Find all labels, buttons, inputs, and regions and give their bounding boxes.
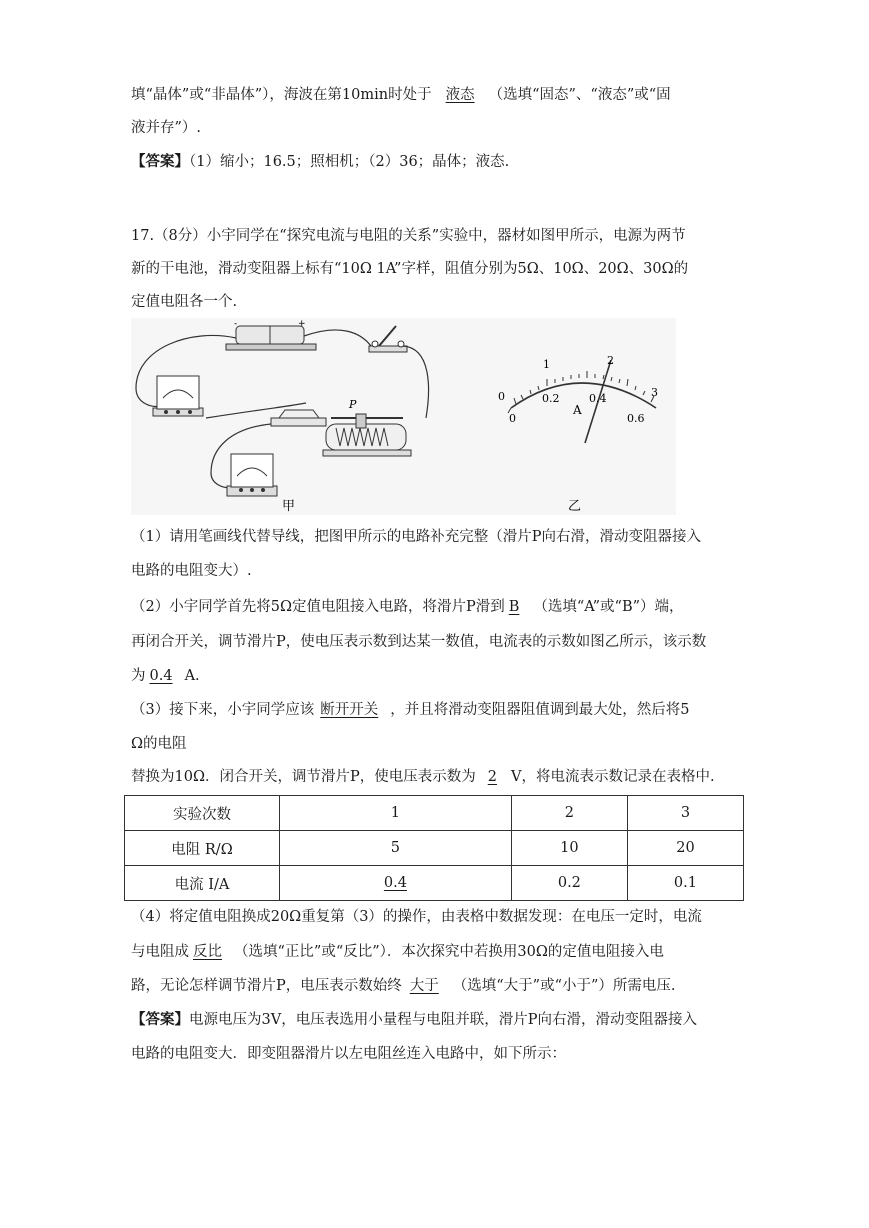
text: A. <box>184 668 200 684</box>
slider-label: P <box>349 398 357 411</box>
text: ，并且将滑动变阻器阻值调到最大处，然后将5 <box>390 702 690 718</box>
text: 填“晶体”或“非晶体”），海波在第10min时处于 <box>131 87 432 103</box>
answer-blank: 0.4 <box>149 668 173 684</box>
text: （2）小宇同学首先将5Ω定值电阻接入电路，将滑片P滑到 <box>131 599 505 615</box>
answer-line <box>131 152 509 172</box>
text: 电路的电阻变大．即变阻器滑片以左电阻丝连入电路中，如下所示： <box>131 1046 566 1062</box>
answer-line <box>131 1010 697 1030</box>
text: 替换为10Ω．闭合开关，调节滑片P，使电压表示数为 <box>131 769 476 785</box>
answer-line <box>131 1044 566 1064</box>
table-row <box>125 831 744 866</box>
table-cell: 5 <box>280 831 512 866</box>
text: （4）将定值电阻换成20Ω重复第（3）的操作，由表格中数据发现：在电压一定时，电流 <box>131 909 702 925</box>
text-line <box>131 85 671 105</box>
scale-label: 0.4 <box>589 392 607 405</box>
text: 液并存”）. <box>131 120 202 136</box>
text: （选填“A”或“B”）端， <box>533 599 684 615</box>
circuit-figure <box>131 318 676 515</box>
scale-label: 2 <box>607 354 614 367</box>
answer-tag: 【答案】 <box>131 153 189 170</box>
table-cell: 电流 I/A <box>125 866 280 901</box>
question-line <box>131 597 684 617</box>
question-line <box>131 734 187 754</box>
table-row <box>125 866 744 901</box>
table-cell: 10 <box>511 831 627 866</box>
table-cell: 实验次数 <box>125 796 280 831</box>
question-line <box>131 666 200 686</box>
question-line <box>131 942 664 962</box>
text: （3）接下来，小宇同学应该 <box>131 702 315 718</box>
svg-text:-: - <box>234 319 238 329</box>
answer-blank: B <box>508 599 520 615</box>
figure-label-jia: 甲 <box>282 499 296 514</box>
table-cell: 0.1 <box>627 866 743 901</box>
text: 路，无论怎样调节滑片P，电压表示数始终 <box>131 978 402 994</box>
question-line <box>131 907 702 927</box>
data-table <box>124 795 744 901</box>
text: 电路的电阻变大）. <box>131 563 252 579</box>
text: 再闭合开关，调节滑片P，使电压表示数到达某一数值，电流表的示数如图乙所示，该示数 <box>131 634 707 650</box>
text: 为 <box>131 668 146 684</box>
answer-blank: 反比 <box>193 944 222 960</box>
question-line <box>131 561 252 581</box>
scale-label: 3 <box>651 386 658 399</box>
table-cell <box>280 866 512 901</box>
answer-blank: 2 <box>487 769 497 785</box>
text: （选填“固态”、“液态”或“固 <box>488 87 671 103</box>
question-line <box>131 259 688 279</box>
question-line <box>131 632 706 652</box>
table-cell: 20 <box>627 831 743 866</box>
question-line <box>131 767 715 787</box>
answer-tag: 【答案】 <box>131 1011 189 1028</box>
text: V，将电流表示数记录在表格中. <box>510 769 715 785</box>
table-cell: 1 <box>280 796 512 831</box>
text: 17.（8分）小宇同学在“探究电流与电阻的关系”实验中，器材如图甲所示，电源为两节 <box>131 228 686 244</box>
answer-blank: 液态 <box>445 87 475 103</box>
table-row <box>125 796 744 831</box>
answer-blank: 大于 <box>409 978 439 994</box>
figure-label-yi: 乙 <box>568 499 582 514</box>
ammeter-icon <box>153 376 203 416</box>
scale-label: 1 <box>543 358 550 371</box>
voltmeter-icon <box>227 454 277 496</box>
table-cell: 3 <box>627 796 743 831</box>
text: （1）请用笔画线代替导线，把图甲所示的电路补充完整（滑片P向右滑，滑动变阻器接入 <box>131 529 701 545</box>
scale-label: 0.6 <box>627 412 645 425</box>
text: 新的干电池，滑动变阻器上标有“10Ω 1A”字样，阻值分别为5Ω、10Ω、20Ω、30Ω的 <box>131 261 689 277</box>
question-line <box>131 976 676 996</box>
text: （1）缩小；16.5；照相机；（2）36；晶体；液态. <box>189 154 510 170</box>
table-cell: 电阻 R/Ω <box>125 831 280 866</box>
answer-blank: 断开开关 <box>320 702 379 718</box>
table-cell: 0.2 <box>511 866 627 901</box>
scale-label: 0.2 <box>542 392 560 405</box>
question-line <box>131 292 237 312</box>
svg-text:+: + <box>298 319 306 329</box>
text: 与电阻成 <box>131 944 189 960</box>
answer-blank: 0.4 <box>383 875 407 891</box>
table-cell: 2 <box>511 796 627 831</box>
text: Ω的电阻 <box>131 736 187 752</box>
text-line <box>131 118 201 138</box>
text: （选填“正比”或“反比”）．本次探究中若换用30Ω的定值电阻接入电 <box>234 944 664 960</box>
question-line <box>131 527 701 547</box>
meter-letter: A <box>573 403 582 417</box>
text: 定值电阻各一个. <box>131 294 238 310</box>
scale-label: 0 <box>498 390 505 403</box>
text: 电源电压为3V，电压表选用小量程与电阻并联，滑片P向右滑，滑动变阻器接入 <box>189 1012 697 1028</box>
text: （选填“大于”或“小于”）所需电压. <box>452 978 676 994</box>
question-line <box>131 700 689 720</box>
scale-label: 0 <box>509 412 516 425</box>
question-line <box>131 226 686 246</box>
